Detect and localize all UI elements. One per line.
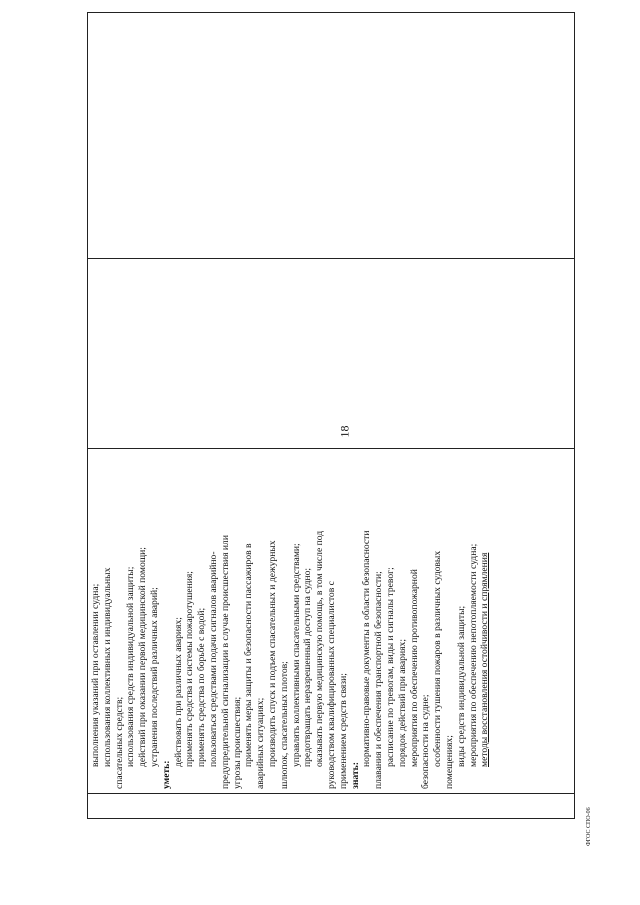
table-text-line: производить спуск и подъем спасательных и дежурных	[266, 540, 278, 767]
table-text-line: спасательных средств;	[113, 696, 125, 789]
table-text-line: предотвращать неразрешенный доступ на судно;	[302, 567, 314, 767]
table-text-line: действий при оказании первой медицинской помощи;	[137, 547, 149, 767]
table-text-line: расписание по тревогам, виды и сигналы тревог;	[384, 567, 396, 767]
table-text-line: использования коллективных и индивидуальных	[101, 567, 113, 767]
footer-code: ФГОС СПО-06	[586, 807, 592, 846]
table-text-line: применять средства по борьбе с водой;	[196, 607, 208, 767]
table-text-line: плавания и обеспечения транспортной безопасности;	[373, 571, 385, 789]
table-text-line: порядок действий при авариях;	[396, 639, 408, 767]
table-text-line: применять меры защиты и безопасности пассажиров в	[243, 543, 255, 767]
table-content-text	[90, 451, 491, 789]
table-column-index	[87, 793, 575, 819]
table-text-line: использования средств индивидуальной защиты;	[125, 566, 137, 767]
table-text-line: мероприятия по обеспечению непотопляемости судна;	[467, 543, 479, 767]
table-text-line: шлюпок, спасательных плотов;	[278, 661, 290, 789]
table-text-line: нормативно-правовые документы в области безопасности	[361, 530, 373, 767]
table-text-line: применением средств связи;	[337, 673, 349, 789]
table-rotated-frame	[87, 12, 575, 819]
table-text-line: мероприятия по обеспечению противопожарной	[408, 569, 420, 767]
table-text-line: аварийных ситуациях;	[255, 697, 267, 789]
page-number: 18	[337, 425, 352, 438]
table-text-line: особенности тушения пожаров в различных судовых	[432, 550, 444, 767]
table-text-line: угрозы происшествия;	[231, 696, 243, 789]
table-column-hours	[87, 258, 575, 448]
table-text-line: пользоваться средствами подачи сигналов аварийно-	[207, 551, 219, 767]
table-text-line: действовать при различных авариях;	[172, 617, 184, 767]
competency-table	[87, 12, 575, 819]
table-text-line: применять средства и системы пожаротушения;	[184, 571, 196, 767]
table-text-line: предупредительной сигнализации в случае происшествия или	[219, 535, 231, 789]
table-text-line: методы восстановления остойчивости и спрямления	[479, 552, 491, 767]
table-text-line: безопасности на судне;	[420, 694, 432, 789]
table-text-line: выполнения указаний при оставлении судна;	[90, 583, 101, 767]
table-text-line: знать:	[349, 762, 361, 789]
table-text-line: устранения последствий различных аварий;	[148, 587, 160, 767]
table-text-line: руководством квалифицированных специалистов с	[325, 581, 337, 789]
table-text-line: уметь:	[160, 760, 172, 789]
table-text-line: виды средств индивидуальной защиты;	[455, 605, 467, 767]
table-text-line: помещениях;	[443, 735, 455, 789]
table-text-line: оказывать первую медицинскую помощь, в том числе под	[314, 530, 326, 767]
table-text-line: управлять коллективными спасательными средствами;	[290, 543, 302, 767]
table-column-codes	[87, 12, 575, 258]
